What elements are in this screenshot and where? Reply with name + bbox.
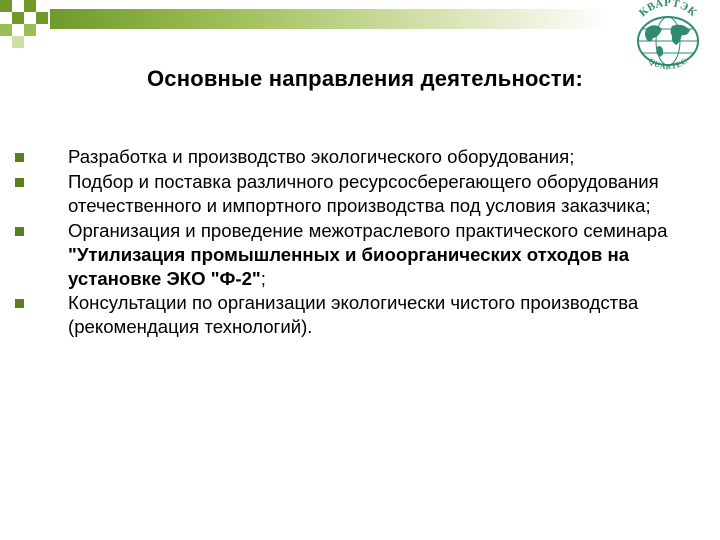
bullet-square-icon xyxy=(15,178,24,187)
logo-bottom-text: QUARTEC xyxy=(646,56,690,72)
list-item-text: Организация и проведение межотраслевого практического семинара xyxy=(68,219,668,241)
list-item xyxy=(68,170,708,218)
slide-title: Основные направления деятельности: xyxy=(146,66,584,91)
logo-top-text: КВАРТЭК xyxy=(636,0,700,20)
globe-icon xyxy=(638,17,698,65)
list-item xyxy=(68,219,708,291)
bullet-square-icon xyxy=(15,153,24,162)
list-item xyxy=(68,291,708,339)
list-item-text: Консультации по организации экологически чистого производства (рекомендация технологий). xyxy=(68,292,639,338)
bullet-square-icon xyxy=(15,299,24,308)
list-item-suffix: ; xyxy=(260,267,266,289)
header-gradient-bar xyxy=(50,9,610,29)
list-item-text: Подбор и поставка различного ресурсосберегающего оборудования отечественного и импортного производства под условия заказчика; xyxy=(68,170,659,216)
list-item xyxy=(68,145,708,169)
activity-list xyxy=(68,145,708,340)
seminar-title: "Утилизация промышленных и биоорганических отходов на установке ЭКО "Ф-2" xyxy=(68,243,630,289)
bullet-square-icon xyxy=(15,227,24,236)
list-item-text: Разработка и производство экологического оборудования; xyxy=(68,146,575,167)
